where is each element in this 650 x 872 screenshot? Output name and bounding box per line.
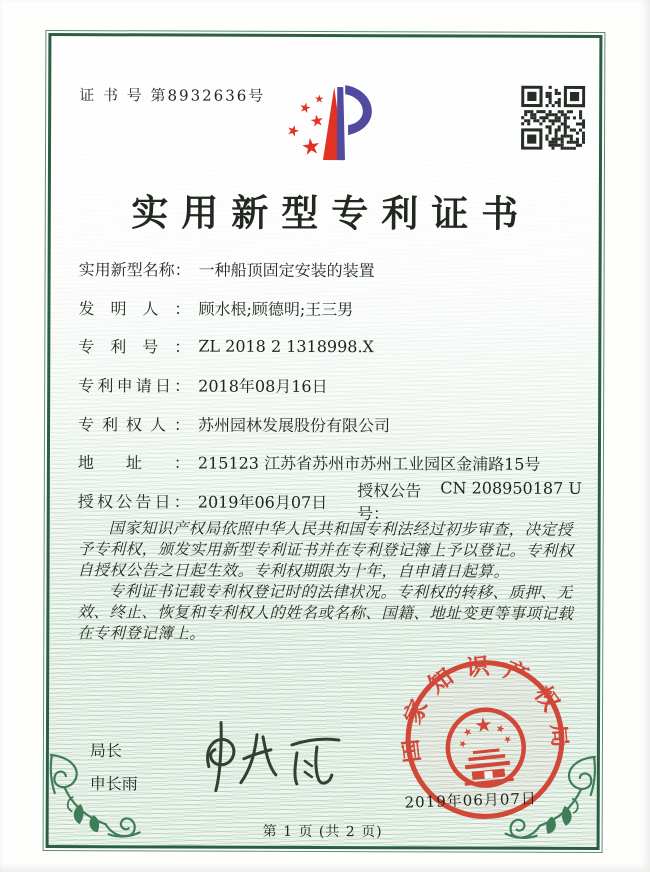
field-list [78,249,583,522]
field-row-name [79,249,583,289]
field-row-inventors [78,288,582,328]
field-label: 地址： [77,453,190,473]
qr-code [521,86,585,154]
field-row-grant [77,478,582,524]
grant-date-label: 授权公告日： [77,492,190,512]
seal-date: 2019年06月07日 [404,789,538,812]
grant-no-label: 授权公告号： [357,481,422,524]
page-footer: 第 1 页 (共 2 页) [262,823,383,841]
field-row-address [78,443,582,483]
seal-text: 国家知识产权局 [394,651,576,765]
certificate-number: 证 书 号 第8932636号 [79,86,266,105]
certificate-title: 实用新型专利证书 [131,190,532,236]
legal-text [77,518,575,646]
corner-ornament-icon [47,747,143,847]
field-value: 苏州园林发展股份有限公司 [198,415,391,435]
signature-handwriting-icon [189,709,364,804]
field-value: 顾水根;顾德明;王三男 [198,299,354,319]
corner-ornament-icon [503,749,599,849]
field-label: 实用新型名称： [78,259,191,280]
field-row-patent-no [78,327,582,367]
cnipa-logo-icon [267,75,392,181]
signer-name: 申长雨 [89,774,138,794]
field-value: ZL 2018 2 1318998.X [198,336,375,357]
field-value: 215123 江苏省苏州市苏州工业园区金浦路15号 [197,453,541,475]
grant-no-value: CN 208950187 U [440,478,582,499]
field-value: 2018年08月16日 [198,376,328,396]
field-row-filing-date [78,365,582,405]
signer-title: 局长 [89,741,122,761]
grant-date-value: 2019年06月07日 [197,492,328,512]
field-value: 一种船顶固定安装的装置 [198,260,375,281]
body-paragraph-2: 专利证书记载专利权登记时的法律状况。专利权的转移、质押、无效、终止、恢复和专利权人的姓名或名称、国籍、地址变更等事项记载在专利登记簿上。 [77,582,574,643]
field-row-patentee [78,404,582,444]
certificate-frame [43,30,606,853]
field-label: 专利申请日： [78,376,191,396]
field-label: 专利权人： [78,414,191,435]
certificate-frame-inner [46,33,603,850]
field-label: 专利号： [78,337,191,357]
field-label: 发明人： [78,298,191,319]
body-paragraph-1: 国家知识产权局依照中华人民共和国专利法经过初步审查，决定授予专利权，颁发实用新型专利证书并在专利登记簿上予以登记。专利权自授权公告之日起生效。专利权期限为十年，自申请日起算。 [77,519,574,581]
